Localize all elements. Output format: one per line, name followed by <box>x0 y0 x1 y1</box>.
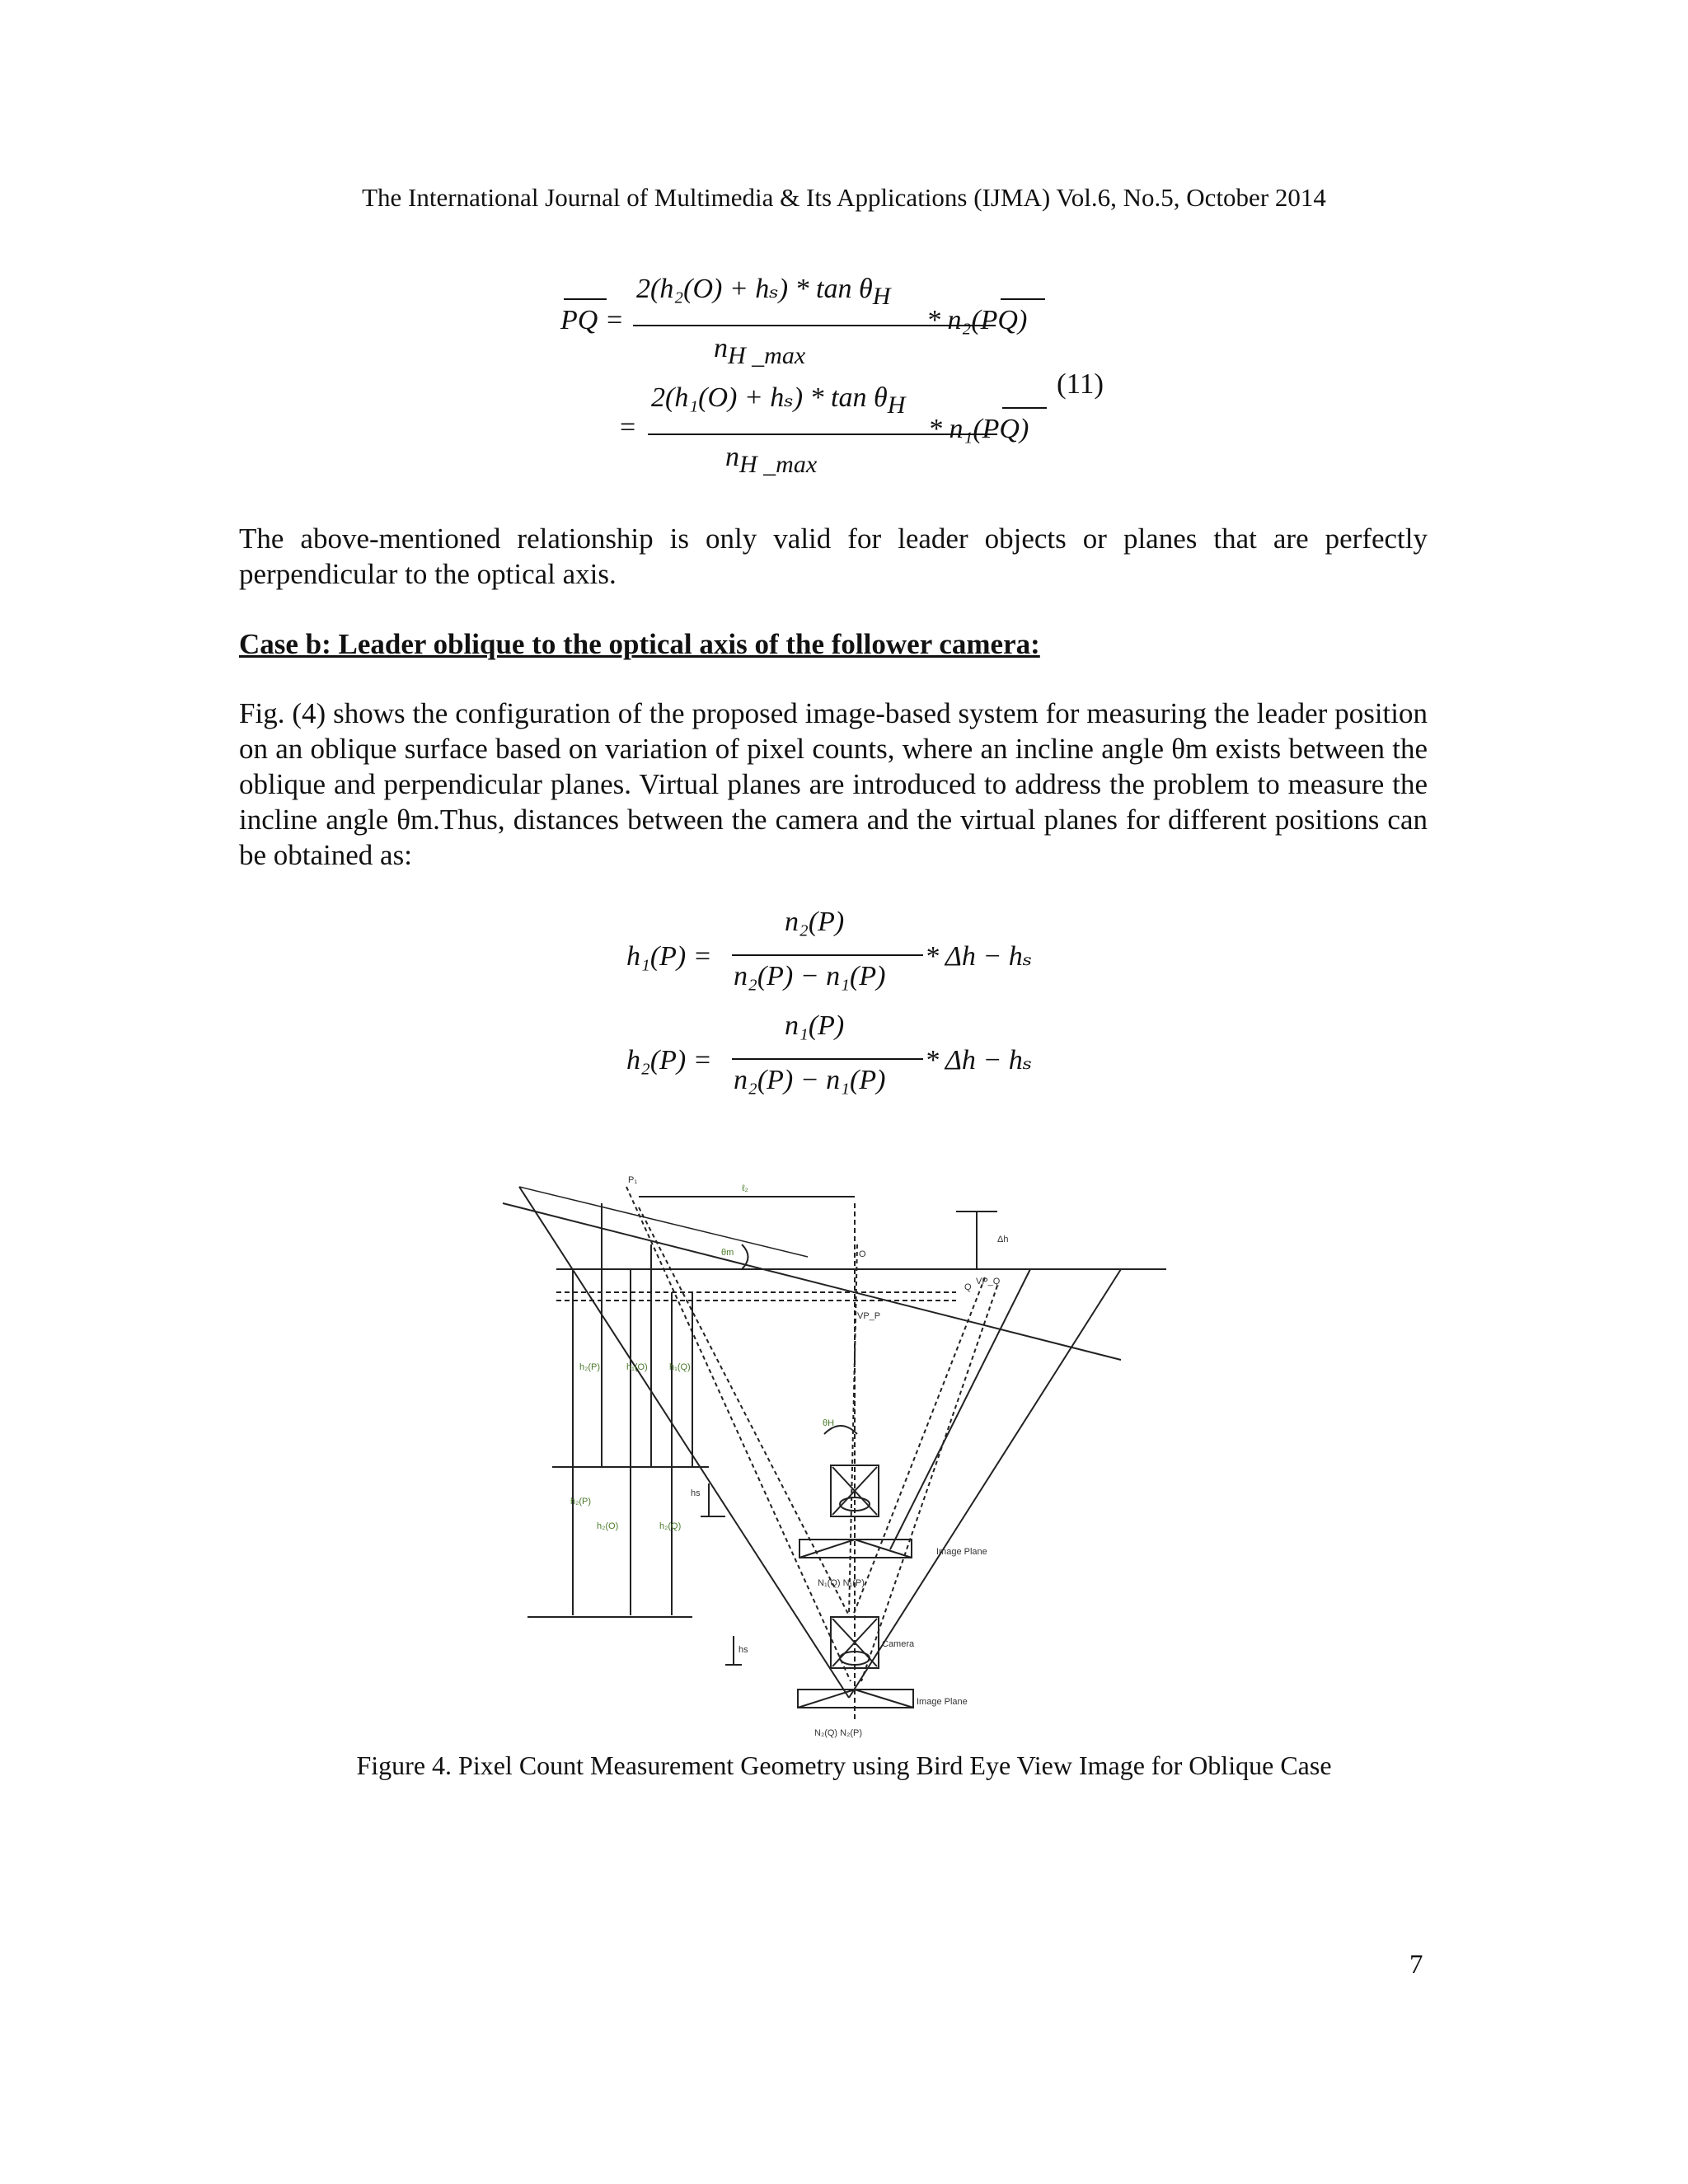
eq12-tail-1: * Δh − hₛ <box>925 941 1033 972</box>
eq12-denominator-2: n₂(P) − n₁(P) <box>734 1065 886 1095</box>
section-heading: Case b: Leader oblique to the optical axis of the follower camera: <box>239 628 1040 660</box>
label-h2o: h₂(O) <box>597 1521 619 1531</box>
figure-caption: Figure 4. Pixel Count Measurement Geometry using Bird Eye View Image for Oblique Case <box>356 1750 1332 1780</box>
eq12-fraction-line-2 <box>732 1058 923 1060</box>
label-h2q: h₂(Q) <box>659 1521 682 1531</box>
eq12-tail-2: * Δh − hₛ <box>925 1045 1033 1076</box>
label-n2: N₂(Q) N₂(P) <box>814 1728 863 1738</box>
page-number: 7 <box>1409 1950 1423 1980</box>
label-h1o: h₁(O) <box>626 1362 648 1372</box>
ray-dashed <box>861 1286 997 1681</box>
equation-number: (11) <box>1057 368 1104 400</box>
label-theta-h: θH <box>823 1418 835 1428</box>
ray-dashed <box>853 1277 985 1615</box>
label-n1: N₁(Q) N₁(P) <box>818 1578 865 1588</box>
label-image-plane-1: Image Plane <box>936 1547 987 1557</box>
image-plane-diag <box>799 1540 855 1558</box>
label-vp-q: VP_Q <box>976 1277 1001 1286</box>
label-hs-2: hs <box>738 1645 748 1655</box>
paragraph-1: The above-mentioned relationship is only valid for leader objects or planes that are perfectly perpendicular to the optical axis. <box>239 523 1428 590</box>
label-o: O <box>859 1249 866 1259</box>
overline <box>1002 407 1047 409</box>
fov-line-inner <box>890 1269 1030 1549</box>
label-camera: Camera <box>882 1639 915 1649</box>
fov-line-left <box>519 1187 849 1698</box>
eq12-denominator-1: n₂(P) − n₁(P) <box>734 961 886 991</box>
label-image-plane-2: Image Plane <box>917 1697 968 1707</box>
eq11-numerator-2: $2(h_1(O) + h_s) * \tan \theta_H$ <box>651 382 906 419</box>
eq12-lhs-1: h₁(P) = <box>626 941 712 972</box>
overline <box>1001 298 1045 300</box>
eq11-tail-2: * n₁(PQ) <box>928 414 1029 444</box>
eq12-fraction-line-1 <box>732 954 923 956</box>
eq11-numerator-1: $2(h_2(O) + h_s) * \tan \theta_H$ <box>636 274 891 310</box>
eq11-tail-1: * n₂(PQ) <box>926 305 1028 335</box>
oblique-plane-line <box>503 1203 1121 1360</box>
equation-11 <box>560 272 1137 486</box>
label-h2p: h₂(P) <box>579 1362 601 1372</box>
eq11-lhs: PQ = <box>560 305 624 335</box>
label-d-top: ℓ₂ <box>742 1183 748 1193</box>
image-plane-diag <box>798 1690 855 1708</box>
eq11-denominator-2: $n_{H \_max}$ <box>725 442 818 478</box>
label-h1q: h₁(Q) <box>669 1362 691 1372</box>
label-q: Q <box>964 1282 972 1292</box>
label-h2p-b: h₂(P) <box>570 1497 592 1507</box>
eq12-numerator-1: n₂(P) <box>785 907 845 937</box>
label-p: P₁ <box>628 1175 638 1185</box>
figure-4-diagram <box>495 1154 1179 1747</box>
label-delta-h: Δh <box>997 1235 1009 1244</box>
eq11-equals: = <box>620 412 636 443</box>
eq12-lhs-2: h₂(P) = <box>626 1045 712 1076</box>
label-hs-1: hs <box>691 1488 701 1498</box>
image-plane-diag <box>855 1690 913 1708</box>
equation-12 <box>626 907 1088 1113</box>
overline <box>564 298 607 300</box>
paragraph-2: Fig. (4) shows the configuration of the proposed image-based system for measuring the leader position on an oblique surface based on variation of pixel counts, where an incline angle θm exists between the oblique and perpendicular planes. Virtual planes are introduced to address the problem to measure the incline angle θm.Thus, distances between the camera and the virtual planes for different positions can be obtained as: <box>239 697 1428 871</box>
image-plane-diag <box>855 1540 912 1558</box>
running-header: The International Journal of Multimedia & Its Applications (IJMA) Vol.6, No.5, October 2014 <box>362 183 1326 212</box>
ray-dashed <box>626 1187 851 1681</box>
eq12-numerator-2: n₁(P) <box>785 1010 845 1041</box>
eq11-denominator-1: $n_{H \_max}$ <box>714 333 806 369</box>
label-vp-p: VP_P <box>857 1311 881 1321</box>
fov-line-right <box>849 1269 1121 1698</box>
label-theta-m: θm <box>721 1248 734 1258</box>
